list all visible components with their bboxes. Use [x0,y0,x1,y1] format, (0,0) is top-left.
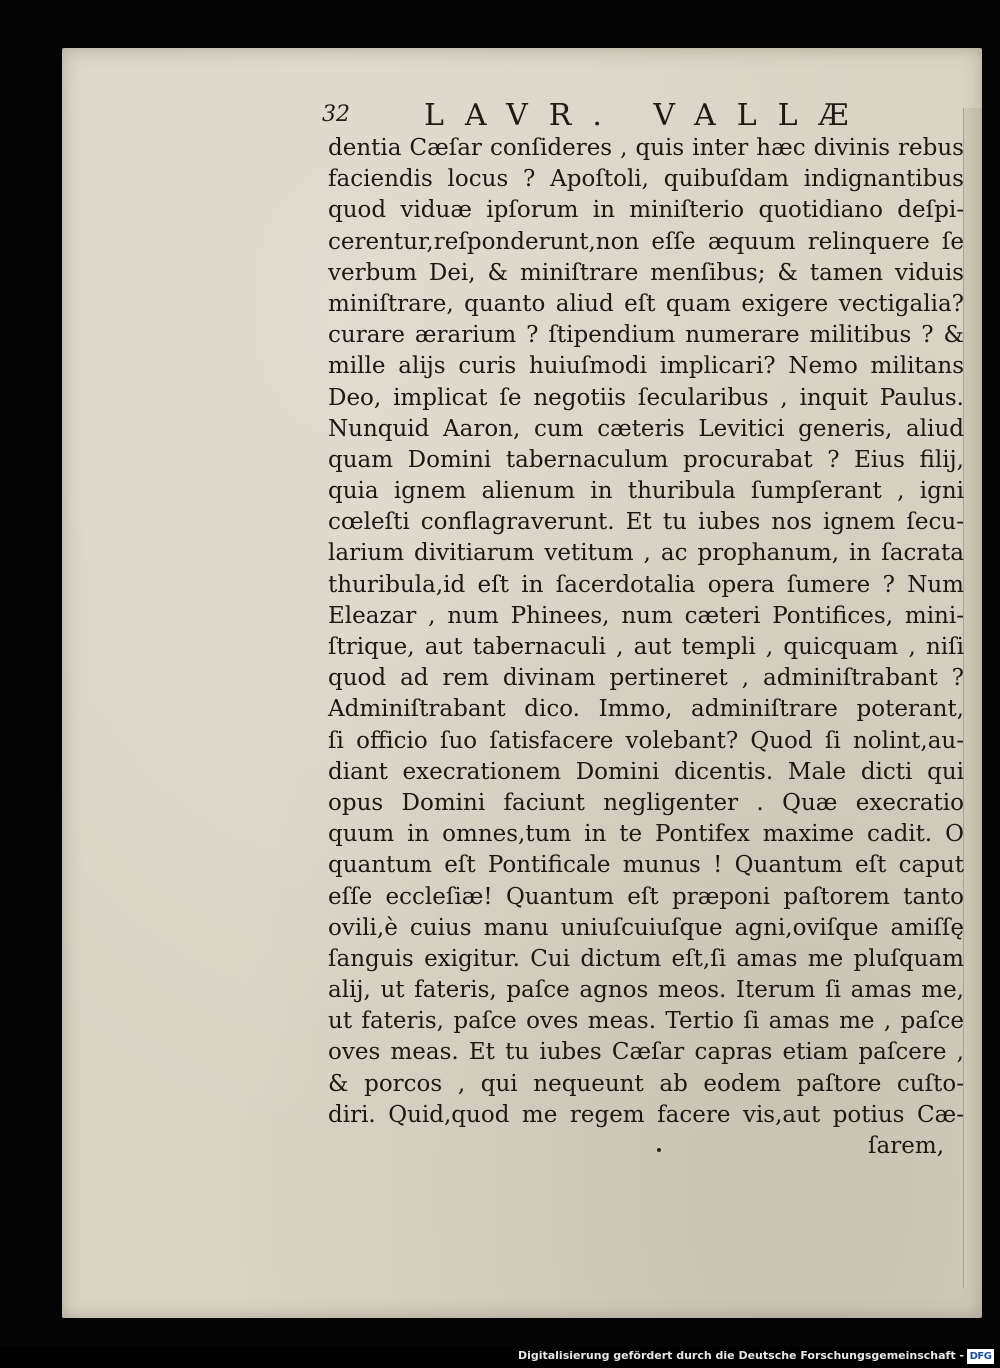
body-text [328,133,964,1162]
text-line: ſtrique, aut tabernaculi , aut templi , quicquam , niſi [328,634,964,660]
page-number: 32 [322,102,350,127]
text-line: alij, ut fateris, paſce agnos meos. Iterum ſi amas me, [328,977,964,1004]
text-line: diant execrationem Domini dicentis. Male dicti qui [328,758,964,785]
text-line: oves meas. Et tu iubes Cæſar capras etiam paſcere , [328,1039,964,1066]
text-line: ſanguis exigitur. Cui dictum eſt,ſi amas me pluſquam [328,945,964,972]
running-head-title: LAVR. VALLÆ [424,98,870,133]
text-line: dentia Cæſar conſideres , quis inter hæc divinis rebus [328,135,964,161]
text-line: ovili,è cuius manu uniuſcuiuſque agni,oviſque amiſſę [328,914,964,941]
text-line: Deo, implicat ſe negotiis ſecularibus , inquit Paulus. [328,384,964,411]
text-line: quam Domini tabernaculum procurabat ? Eius filij, [328,446,964,473]
text-line: verbum Dei, & miniſtrare menſibus; & tamen viduis [328,259,964,286]
text-line: Nunquid Aaron, cum cæteris Levitici generis, aliud [328,415,964,442]
text-line: mille alijs curis huiuſmodi implicari? Nemo militans [328,353,964,380]
text-line: Adminiſtrabant dico. Immo, adminiſtrare poterant, [328,696,964,723]
footer-bar [0,1346,1000,1368]
text-line: faciendis locus ? Apoſtoli, quibuſdam indignantibus [328,166,964,193]
text-line: ſarem, [868,1133,944,1159]
text-line: Eleazar , num Phinees, num cæteri Pontifices, mini- [328,602,964,629]
text-line: quantum eſt Pontificale munus ! Quantum eſt caput [328,852,964,879]
text-line: quod ad rem divinam pertineret , adminiſtrabant ? [328,665,964,692]
text-line: opus Domini faciunt negligenter . Quæ execratio [328,789,964,816]
text-line: ſi officio ſuo ſatisfacere volebant? Quod ſi nolint,au- [328,727,964,754]
text-line: cerentur,reſponderunt,non eſſe æquum relinquere ſe [328,228,964,255]
text-line: diri. Quid,quod me regem facere vis,aut potius Cæ- [328,1101,964,1128]
text-line: curare ærarium ? ſtipendium numerare militibus ? & [328,322,964,349]
text-line: quum in omnes,tum in te Pontifex maxime cadit. O [328,821,964,848]
text-line: miniſtrare, quanto aliud eſt quam exigere vectigalia? [328,290,964,317]
text-line: ut fateris, paſce oves meas. Tertio ſi amas me , paſce [328,1008,964,1035]
text-line: larium divitiarum vetitum , ac prophanum, in ſacrata [328,540,964,567]
footer-credit: Digitalisierung gefördert durch die Deutsche Forschungsgemeinschaft - [517,1349,964,1362]
text-line: & porcos , qui nequeunt ab eodem paſtore cuſto- [328,1070,964,1097]
text-line: quod viduæ ipſorum in miniſterio quotidiano deſpi- [328,197,964,224]
running-head [322,98,882,138]
page-edge [963,108,982,1288]
dfg-logo: DFG [967,1349,994,1364]
text-line: quia ignem alienum in thuribula ſumpſerant , igni [328,478,964,505]
text-line: eſſe eccleſiæ! Quantum eſt præponi paſtorem tanto [328,883,964,910]
text-line: cœleſti conflagraverunt. Et tu iubes nos ignem ſecu- [328,509,964,536]
text-line: thuribula,id eſt in ſacerdotalia opera ſumere ? Num [328,571,964,598]
ink-speck [657,1148,661,1152]
